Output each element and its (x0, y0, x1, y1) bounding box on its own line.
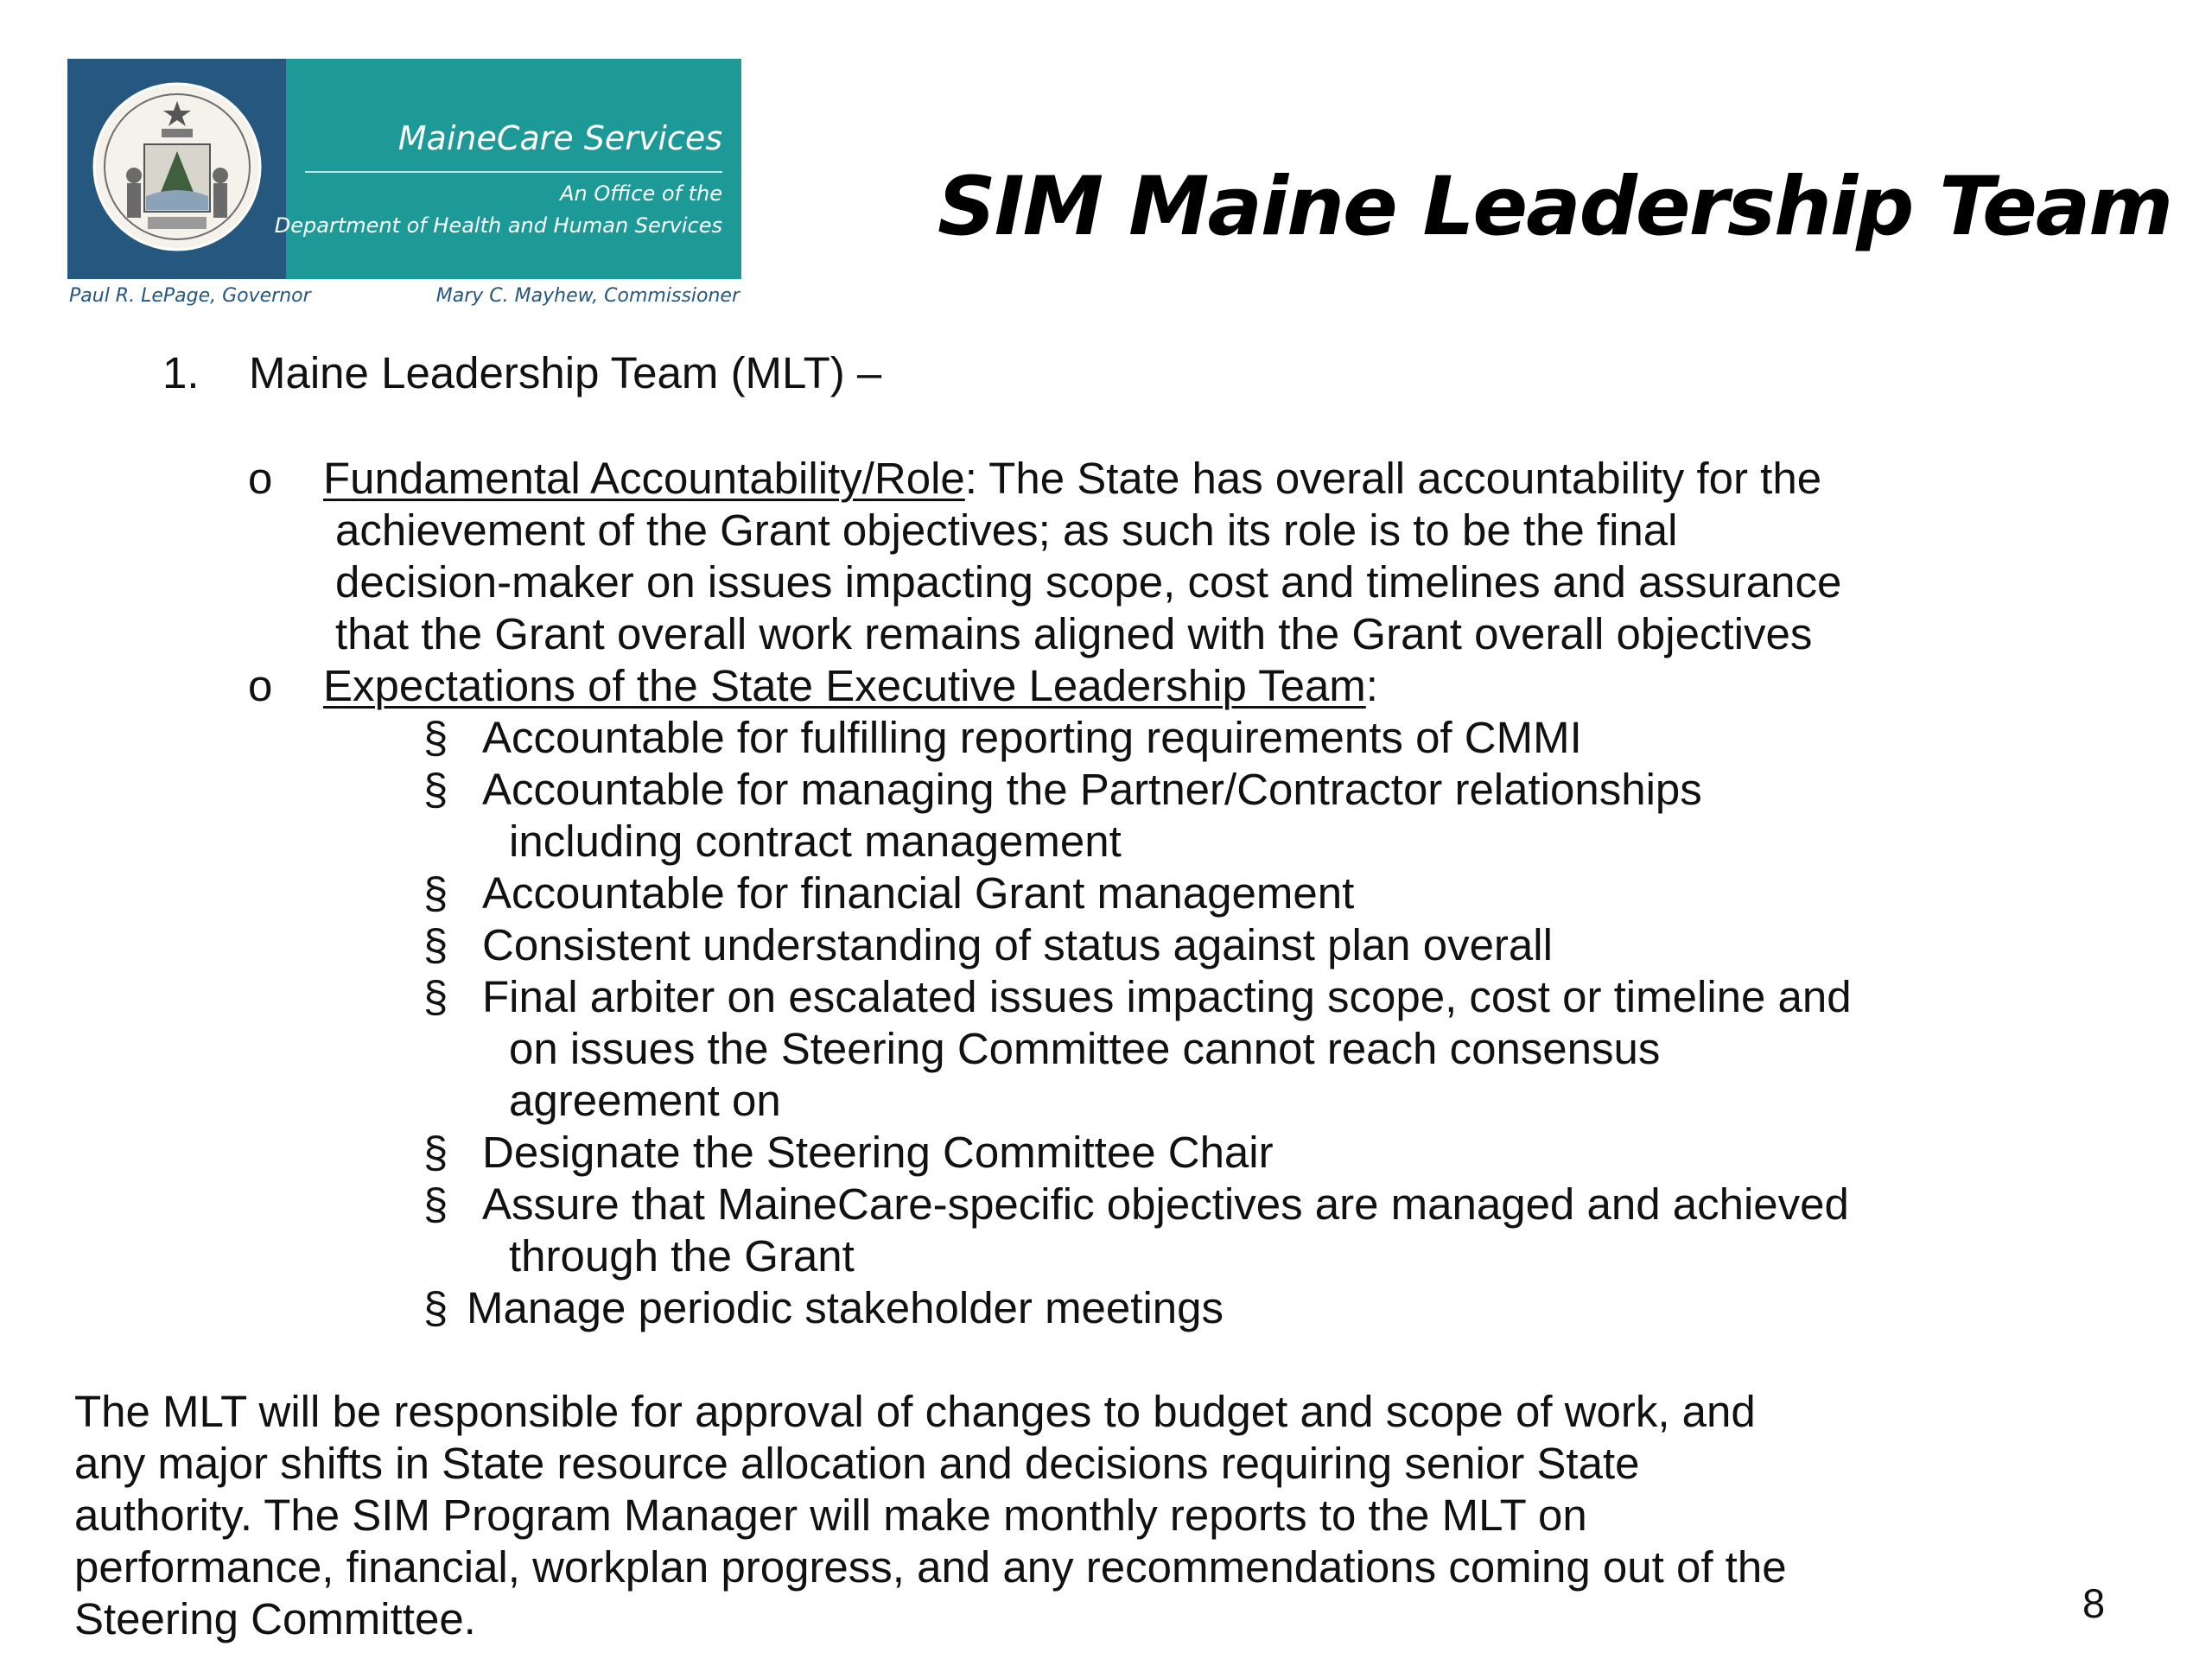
subsection-2-suffix: : (1365, 661, 1378, 710)
closing-paragraph-line: authority. The SIM Program Manager will make monthly reports to the MLT on (74, 1491, 1587, 1540)
maine-state-seal-icon (92, 82, 262, 251)
subsection-1-text-line: : The State has overall accountability for the (964, 454, 1822, 503)
section-bullet-icon: § (423, 1128, 448, 1177)
closing-paragraph-line: Steering Committee. (74, 1594, 476, 1643)
expectation-item-continuation: including contract management (509, 817, 1122, 866)
logo-captions (67, 285, 741, 315)
expectation-item-continuation: agreement on (509, 1076, 781, 1125)
logo-office-line-2: Department of Health and Human Services (274, 213, 722, 238)
logo-divider (305, 171, 722, 173)
section-bullet-icon: § (423, 972, 448, 1021)
seal-panel (67, 59, 286, 279)
section-bullet-icon: § (423, 920, 448, 969)
expectation-item: Consistent understanding of status against plan overall (482, 920, 1553, 969)
subsection-1-text-line: achievement of the Grant objectives; as such its role is to be the final (335, 505, 1678, 555)
logo-brand: MaineCare Services (397, 119, 722, 157)
logo-office-text (275, 178, 722, 242)
section-bullet-icon: § (423, 1283, 448, 1332)
logo-office-line-1: An Office of the (560, 181, 722, 206)
section-bullet-icon: § (423, 868, 448, 918)
logo-text-panel (274, 59, 741, 279)
section-heading: Maine Leadership Team (MLT) – (249, 348, 882, 397)
closing-paragraph-line: The MLT will be responsible for approval of changes to budget and scope of work, and (74, 1387, 1756, 1436)
section-bullet-icon: § (423, 765, 448, 814)
section-bullet-icon: § (423, 1179, 448, 1229)
mainecare-logo (67, 59, 741, 279)
section-bullet-icon: § (423, 713, 448, 762)
page-title: SIM Maine Leadership Team (938, 160, 2172, 254)
subsection-marker: o (248, 454, 273, 503)
subsection-1-text-line: decision-maker on issues impacting scope, cost and timelines and assurance (335, 557, 1842, 607)
subsection-1-first-line (323, 453, 1821, 505)
governor-caption: Paul R. LePage, Governor (69, 285, 311, 307)
expectation-item: Accountable for fulfilling reporting requirements of CMMI (482, 713, 1582, 762)
expectation-item: Accountable for managing the Partner/Contractor relationships (482, 765, 1702, 814)
page-number: 8 (2082, 1580, 2106, 1626)
subsection-1-text-line: that the Grant overall work remains aligned with the Grant overall objectives (335, 609, 1813, 658)
subsection-2-first-line (323, 660, 1378, 712)
expectation-item: Assure that MaineCare-specific objectives are managed and achieved (482, 1179, 1849, 1229)
subsection-marker: o (248, 661, 273, 710)
expectation-item: Designate the Steering Committee Chair (482, 1128, 1274, 1177)
subsection-1-label: Fundamental Accountability/Role (323, 454, 965, 503)
commissioner-caption: Mary C. Mayhew, Commissioner (435, 285, 740, 307)
subsection-2-label: Expectations of the State Executive Leadership Team (323, 661, 1366, 710)
closing-paragraph-line: performance, financial, workplan progress, and any recommendations coming out of the (74, 1542, 1787, 1592)
section-number: 1. (162, 348, 200, 397)
closing-paragraph-line: any major shifts in State resource allocation and decisions requiring senior State (74, 1439, 1640, 1488)
expectation-item: Accountable for financial Grant management (482, 868, 1355, 918)
expectation-item: Final arbiter on escalated issues impacting scope, cost or timeline and (482, 972, 1852, 1021)
expectation-item: Manage periodic stakeholder meetings (467, 1283, 1224, 1332)
expectation-item-continuation: through the Grant (509, 1231, 855, 1281)
expectation-item-continuation: on issues the Steering Committee cannot reach consensus (509, 1024, 1661, 1073)
